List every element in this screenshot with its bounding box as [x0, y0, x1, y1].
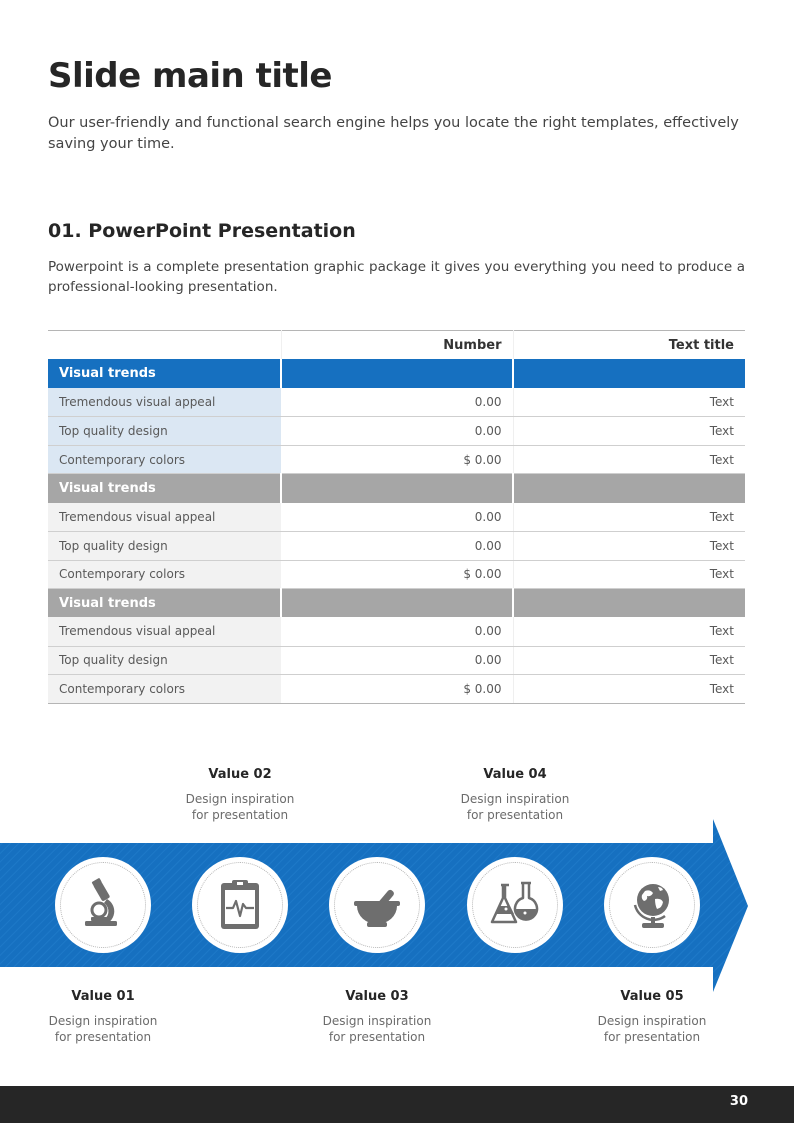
value-02-circle — [192, 857, 288, 953]
intro-text: Our user-friendly and functional search engine helps you locate the right templates, effectively saving your time. — [48, 115, 739, 152]
table-row — [48, 675, 745, 704]
value-desc: Design inspiration for presentation — [597, 1014, 707, 1044]
row-number: 0.00 — [281, 417, 513, 446]
row-number: 0.00 — [281, 503, 513, 532]
section-text: Powerpoint is a complete presentation graphic package it gives you everything you need to produce a professional-looking presentation. — [48, 259, 745, 295]
row-number: 0.00 — [281, 388, 513, 417]
table-row — [48, 617, 745, 646]
row-text: Text — [513, 646, 745, 675]
row-text: Text — [513, 675, 745, 704]
value-05-circle — [604, 857, 700, 953]
value-title: Value 04 — [483, 767, 547, 782]
table-row — [48, 646, 745, 675]
row-label: Tremendous visual appeal — [48, 388, 281, 417]
header-empty — [48, 331, 281, 360]
value-03-circle — [329, 857, 425, 953]
clipboard-heartbeat-icon — [212, 877, 268, 933]
microscope-icon — [75, 877, 131, 933]
row-text: Text — [513, 617, 745, 646]
row-label: Tremendous visual appeal — [48, 617, 281, 646]
row-label: Top quality design — [48, 417, 281, 446]
row-number: 0.00 — [281, 646, 513, 675]
group-label: Visual trends — [48, 359, 281, 388]
page-number: 30 — [729, 1094, 748, 1109]
row-text: Text — [513, 560, 745, 589]
row-label: Contemporary colors — [48, 675, 281, 704]
table-row — [48, 445, 745, 474]
header-text-title: Text title — [513, 331, 745, 360]
row-label: Contemporary colors — [48, 445, 281, 474]
row-label: Tremendous visual appeal — [48, 503, 281, 532]
row-text: Text — [513, 503, 745, 532]
table-row — [48, 531, 745, 560]
row-number: $ 0.00 — [281, 445, 513, 474]
value-01 — [23, 989, 183, 1045]
row-text: Text — [513, 531, 745, 560]
mortar-pestle-icon — [349, 877, 405, 933]
value-title: Value 03 — [345, 989, 409, 1004]
group-header-2 — [48, 474, 745, 503]
value-desc: Design inspiration for presentation — [460, 792, 570, 822]
value-05 — [572, 989, 732, 1045]
lab-flasks-icon — [487, 877, 543, 933]
value-title: Value 01 — [71, 989, 135, 1004]
globe-icon — [624, 877, 680, 933]
value-title: Value 05 — [620, 989, 684, 1004]
row-label: Contemporary colors — [48, 560, 281, 589]
group-label: Visual trends — [48, 589, 281, 618]
group-header-1 — [48, 359, 745, 388]
value-desc: Design inspiration for presentation — [48, 1014, 158, 1044]
table-row — [48, 503, 745, 532]
section-title: 01. PowerPoint Presentation — [48, 220, 356, 242]
row-number: 0.00 — [281, 531, 513, 560]
table-row — [48, 560, 745, 589]
value-02 — [160, 767, 320, 823]
footer-bar — [0, 1086, 794, 1123]
value-desc: Design inspiration for presentation — [322, 1014, 432, 1044]
value-01-circle — [55, 857, 151, 953]
value-04-circle — [467, 857, 563, 953]
row-label: Top quality design — [48, 531, 281, 560]
table-row — [48, 417, 745, 446]
value-desc: Design inspiration for presentation — [185, 792, 295, 822]
row-number: $ 0.00 — [281, 675, 513, 704]
group-header-3 — [48, 589, 745, 618]
row-text: Text — [513, 388, 745, 417]
value-04 — [435, 767, 595, 823]
row-text: Text — [513, 445, 745, 474]
row-number: $ 0.00 — [281, 560, 513, 589]
page-title: Slide main title — [48, 56, 332, 96]
table-header-row — [48, 331, 745, 360]
row-text: Text — [513, 417, 745, 446]
value-03 — [297, 989, 457, 1045]
table-row — [48, 388, 745, 417]
row-number: 0.00 — [281, 617, 513, 646]
header-number: Number — [281, 331, 513, 360]
data-table — [48, 330, 745, 704]
value-title: Value 02 — [208, 767, 272, 782]
group-label: Visual trends — [48, 474, 281, 503]
row-label: Top quality design — [48, 646, 281, 675]
